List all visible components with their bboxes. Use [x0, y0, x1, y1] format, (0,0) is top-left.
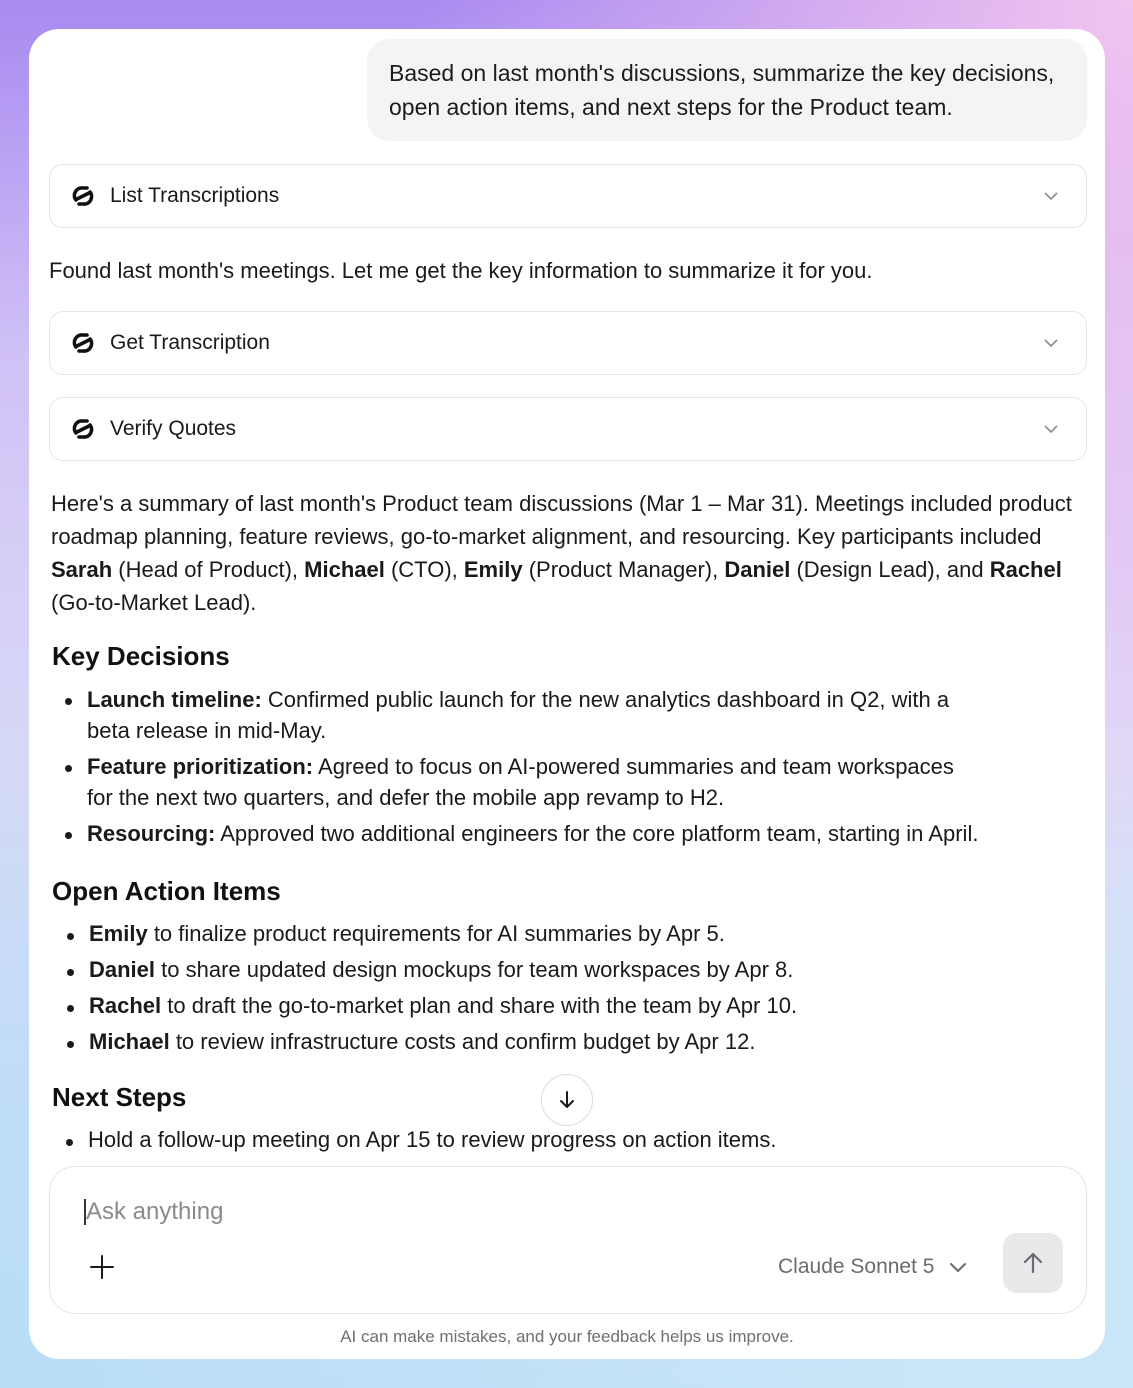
- arrow-down-icon: [555, 1088, 579, 1112]
- key-decisions-list: [87, 684, 1047, 854]
- item-bold: Michael: [89, 1029, 170, 1054]
- participant-name: Rachel: [989, 557, 1062, 582]
- participant-role: (Head of Product),: [112, 557, 305, 582]
- summary-paragraph: [51, 487, 1091, 619]
- participant-role: (Product Manager),: [522, 557, 725, 582]
- item-bold: Launch timeline:: [87, 687, 262, 712]
- chevron-down-icon[interactable]: [1042, 187, 1060, 205]
- tool-get-transcription[interactable]: [49, 311, 1087, 375]
- tool-list-transcriptions[interactable]: [49, 164, 1087, 228]
- plus-icon[interactable]: [88, 1253, 116, 1281]
- list-item: [89, 919, 797, 949]
- composer: [49, 1166, 1087, 1314]
- item-text: Hold a follow-up meeting on Apr 15 to review progress on action items.: [88, 1127, 777, 1152]
- list-item: [87, 684, 967, 746]
- tool-logo-icon: [68, 328, 98, 358]
- send-button[interactable]: [1003, 1233, 1063, 1293]
- participant-name: Daniel: [724, 557, 791, 582]
- participant-role: (Design Lead), and: [790, 557, 990, 582]
- list-item: [89, 955, 797, 985]
- chevron-down-icon[interactable]: [1042, 420, 1060, 438]
- item-bold: Resourcing:: [87, 821, 216, 846]
- item-text: Approved two additional engineers for the core platform team, starting in April.: [215, 821, 979, 846]
- disclaimer-text: AI can make mistakes, and your feedback helps us improve.: [340, 1327, 794, 1346]
- next-steps-list: [88, 1125, 776, 1161]
- participant-name: Michael: [304, 557, 385, 582]
- model-name: Claude Sonnet 5: [778, 1255, 935, 1278]
- item-text: to draft the go-to-market plan and share with the team by Apr 10.: [161, 993, 798, 1018]
- tool-logo-icon: [68, 414, 98, 444]
- list-item: [87, 751, 967, 813]
- assistant-found-text: Found last month's meetings. Let me get the key information to summarize it for you.: [49, 258, 873, 283]
- chevron-down-icon[interactable]: [1042, 334, 1060, 352]
- action-items-list: [89, 919, 797, 1063]
- list-item: [88, 1125, 776, 1155]
- item-bold: Emily: [89, 921, 148, 946]
- model-selector[interactable]: [778, 1251, 968, 1283]
- tool-logo-icon: [68, 181, 98, 211]
- tool-label: List Transcriptions: [110, 184, 280, 207]
- participant-role: (Go-to-Market Lead).: [51, 590, 257, 615]
- item-text: Confirmed public launch for the new analytics dashboard in Q2, with a beta release in mid-May.: [87, 687, 950, 743]
- tool-label: Verify Quotes: [110, 417, 237, 440]
- item-bold: Daniel: [89, 957, 156, 982]
- user-message: Based on last month's discussions, summarize the key decisions, open action items, and next steps for the Product team.: [367, 39, 1087, 141]
- action-items-heading: Open Action Items: [52, 876, 281, 906]
- chevron-down-icon: [948, 1257, 968, 1277]
- tool-verify-quotes[interactable]: [49, 397, 1087, 461]
- key-decisions-heading: Key Decisions: [52, 641, 230, 671]
- item-text: to review infrastructure costs and confirm budget by Apr 12.: [169, 1029, 756, 1054]
- list-item: [87, 818, 1047, 849]
- arrow-up-icon: [1020, 1250, 1046, 1276]
- scroll-to-bottom-button[interactable]: [541, 1074, 593, 1126]
- item-text: to finalize product requirements for AI summaries by Apr 5.: [147, 921, 725, 946]
- item-text: Agreed to focus on AI-powered summaries and team workspaces for the next two quarters, and defer the mobile app revamp to H2.: [87, 754, 954, 810]
- item-bold: Rachel: [89, 993, 162, 1018]
- participant-name: Emily: [463, 557, 523, 582]
- list-item: [89, 991, 797, 1021]
- item-bold: Feature prioritization:: [87, 754, 314, 779]
- summary-intro: Here's a summary of last month's Product team discussions (Mar 1 – Mar 31). Meetings included product roadmap planning, feature reviews, go-to-market alignment, and resourcing. Key participants included: [51, 491, 1072, 549]
- chat-input[interactable]: [86, 1193, 986, 1231]
- chat-card: [29, 29, 1105, 1359]
- participant-name: Sarah: [51, 557, 113, 582]
- participant-role: (CTO),: [384, 557, 464, 582]
- item-text: to share updated design mockups for team workspaces by Apr 8.: [155, 957, 794, 982]
- tool-label: Get Transcription: [110, 331, 270, 354]
- list-item: [89, 1027, 797, 1057]
- next-steps-heading: Next Steps: [52, 1082, 187, 1112]
